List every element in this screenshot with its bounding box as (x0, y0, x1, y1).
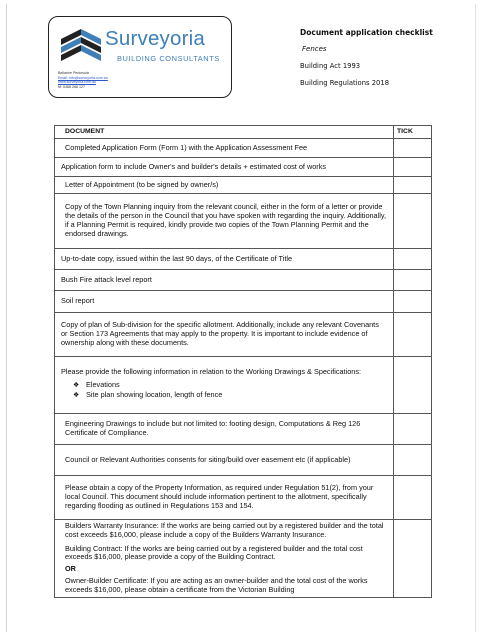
document-header (300, 28, 433, 87)
document-cell: Soil report (55, 291, 394, 313)
table-row (55, 291, 432, 313)
tick-cell[interactable] (394, 476, 432, 520)
document-cell: Copy of plan of Sub-division for the specific allotment. Additionally, include any relevant Covenants or Section 173 Agreements that may apply to the property. It is important to include evidence of ownership along with these documents. (55, 313, 394, 357)
document-cell: Bush Fire attack level report (55, 270, 394, 291)
tick-cell[interactable] (394, 445, 432, 476)
company-contact (58, 71, 108, 89)
contact-website[interactable]: www.surveyoria.com.au (58, 80, 96, 85)
diamond-bullet-icon: ❖ (73, 392, 80, 400)
tick-cell[interactable] (394, 177, 432, 194)
list-item (73, 391, 387, 401)
document-cell: Application form to include Owner's and builder's details + estimated cost of works (55, 158, 394, 177)
building-contract-text: Building Contract: If the works are being carried out by a registered builder and the total cost exceeds $16,000, please provide a copy of the Building Contract. (65, 543, 363, 562)
regulation-line-1: Building Act 1993 (300, 62, 361, 70)
document-cell: Up-to-date copy, issued within the last 90 days, of the Certificate of Title (55, 249, 394, 270)
table-header-row (55, 126, 432, 139)
table-row (55, 414, 432, 445)
company-tagline: BUILDING CONSULTANTS (117, 54, 220, 63)
tick-cell[interactable] (394, 520, 432, 598)
working-drawings-list (73, 381, 387, 402)
table-row (55, 476, 432, 520)
column-header-document: DOCUMENT (55, 126, 394, 139)
list-item (73, 381, 387, 391)
document-title: Document application checklist (300, 28, 433, 37)
table-row (55, 520, 432, 598)
diamond-bullet-icon: ❖ (73, 381, 80, 389)
or-label: OR (65, 564, 76, 574)
tick-cell[interactable] (394, 357, 432, 414)
tick-cell[interactable] (394, 139, 432, 158)
document-cell: Council or Relevant Authorities consents for siting/build over easement etc (if applicable) (55, 445, 394, 476)
table-row (55, 313, 432, 357)
contact-email[interactable]: Email: info@surveyoria.com.au (58, 75, 108, 80)
bullet-text: Site plan showing location, length of fence (86, 390, 223, 400)
document-subtitle: Fences (302, 45, 327, 53)
table-row (55, 445, 432, 476)
document-cell: Engineering Drawings to include but not limited to: footing design, Computations & Reg 126 Certificate of Compliance. (55, 414, 394, 445)
table-row (55, 249, 432, 270)
tick-cell[interactable] (394, 158, 432, 177)
working-drawings-text: Please provide the following information in relation to the Working Drawings & Specifications: (61, 366, 362, 376)
tick-cell[interactable] (394, 414, 432, 445)
document-cell: Copy of the Town Planning inquiry from the relevant council, either in the form of a letter or provide the details of the person in the Council that you have spoken with regarding the inquiry. Additionally, if a Planning Permit is required, kindly provide two copies of the Town Planning Permit and the endorsed drawings. (55, 194, 394, 249)
regulation-line-2: Building Regulations 2018 (300, 79, 390, 87)
page-cutoff (0, 632, 481, 644)
company-name: Surveyoria (105, 27, 205, 50)
document-cell: Completed Application Form (Form 1) with the Application Assessment Fee (55, 139, 394, 158)
contact-name: Bellarine Peninsula (58, 71, 89, 75)
table-row (55, 139, 432, 158)
tick-cell[interactable] (394, 270, 432, 291)
table-row (55, 357, 432, 414)
company-logo-icon (59, 25, 103, 65)
owner-builder-text: Owner-Builder Certificate: If you are acting as an owner-builder and the total cost of the works exceeds $16,000, please obtain a certificate from the Victorian Building (65, 575, 368, 594)
document-cell: Please obtain a copy of the Property Information, as required under Regulation 51(2), from your local Council. This document should include information pertinent to the allotment, specifically regarding flooding as outlined in Regulations 153 and 154. (55, 476, 394, 520)
tick-cell[interactable] (394, 194, 432, 249)
tick-cell[interactable] (394, 313, 432, 357)
contact-phone: M: 0466 266 127 (58, 84, 85, 89)
company-logo-card (48, 16, 232, 98)
table-row (55, 270, 432, 291)
document-cell: Letter of Appointment (to be signed by owner/s) (55, 177, 394, 194)
table-row (55, 194, 432, 249)
checklist-table (54, 125, 432, 598)
table-row (55, 177, 432, 194)
warranty-text: Builders Warranty Insurance: If the works are being carried out by a registered builder and the total cost exceeds $16,000, please include a copy of the Builders Warranty Insurance. (65, 521, 384, 539)
tick-cell[interactable] (394, 291, 432, 313)
tick-cell[interactable] (394, 249, 432, 270)
table-row (55, 158, 432, 177)
column-header-tick: TICK (394, 126, 432, 139)
document-cell (55, 357, 394, 414)
document-cell (55, 520, 394, 598)
bullet-text: Elevations (86, 379, 120, 389)
